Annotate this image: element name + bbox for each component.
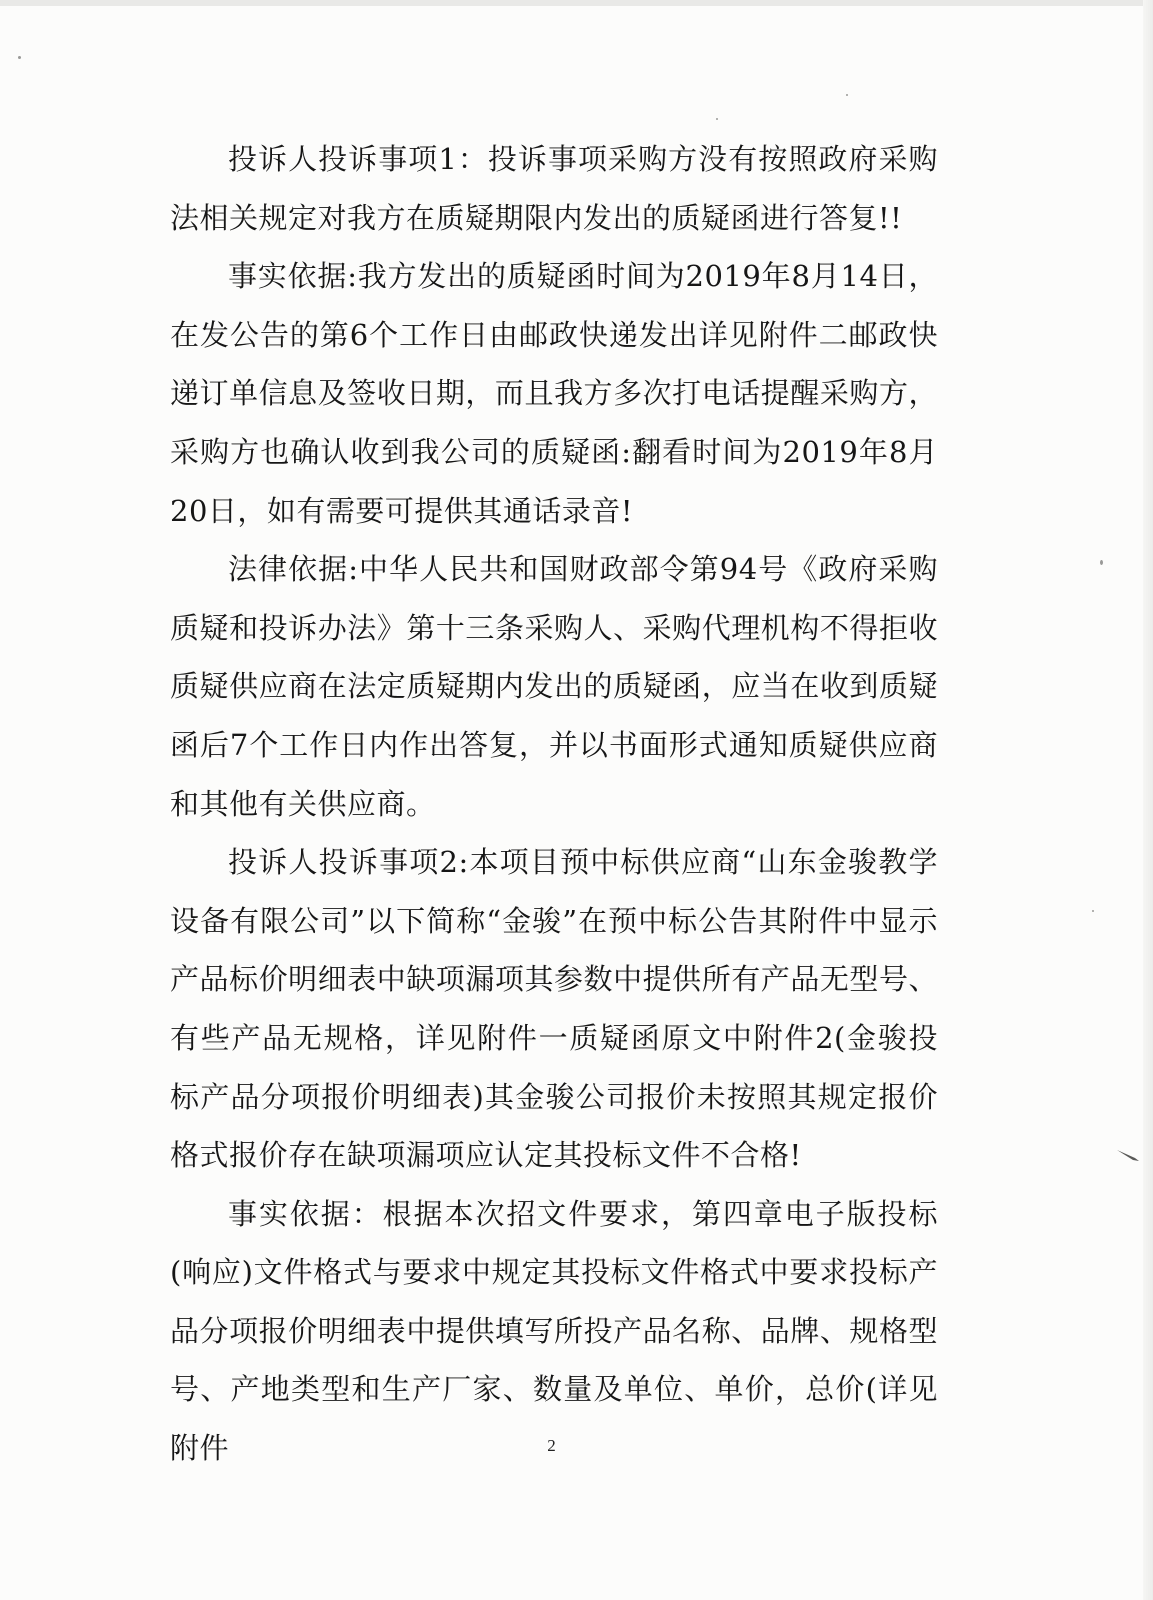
scan-speck: [716, 118, 718, 120]
page-right-edge: [1143, 0, 1153, 1600]
document-body: [170, 130, 938, 1478]
scan-speck: [846, 94, 848, 96]
paragraph-complaint-item-1: 投诉人投诉事项1：投诉事项采购方没有按照政府采购法相关规定对我方在质疑期限内发出的质疑函进行答复!!: [170, 142, 938, 235]
scan-speck: [1092, 910, 1094, 912]
page-number: 2: [547, 1436, 556, 1455]
paragraph-complaint-item-2: 投诉人投诉事项2:本项目预中标供应商“山东金骏教学设备有限公司”以下简称“金骏”在预中标公告其附件中显示产品标价明细表中缺项漏项其参数中提供所有产品无型号、有些产品无规格，详见附件一质疑函原文中附件2(金骏投标产品分项报价明细表)其金骏公司报价未按照其规定报价格式报价存在缺项漏项应认定其投标文件不合格!: [170, 845, 938, 1173]
page-top-edge: [0, 0, 1153, 6]
paragraph-factual-basis-1: 事实依据:我方发出的质疑函时间为2019年8月14日，在发公告的第6个工作日由邮政快递发出详见附件二邮政快递订单信息及签收日期，而且我方多次打电话提醒采购方，采购方也确认收到我公司的质疑函:翻看时间为2019年8月20日，如有需要可提供其通话录音!: [170, 259, 938, 528]
scan-edge-mark: [1117, 1148, 1139, 1162]
scan-speck: [1100, 560, 1103, 565]
scan-speck: [18, 56, 21, 59]
paragraph-factual-basis-2: 事实依据：根据本次招文件要求，第四章电子版投标(响应)文件格式与要求中规定其投标文件格式中要求投标产品分项报价明细表中提供填写所投产品名称、品牌、规格型号、产地类型和生产厂家、数量及单位、单价，总价(详见附件: [170, 1196, 938, 1466]
paragraph-legal-basis: 法律依据:中华人民共和国财政部令第94号《政府采购质疑和投诉办法》第十三条采购人、采购代理机构不得拒收质疑供应商在法定质疑期内发出的质疑函，应当在收到质疑函后7个工作日内作出答复，并以书面形式通知质疑供应商和其他有关供应商。: [170, 552, 938, 821]
